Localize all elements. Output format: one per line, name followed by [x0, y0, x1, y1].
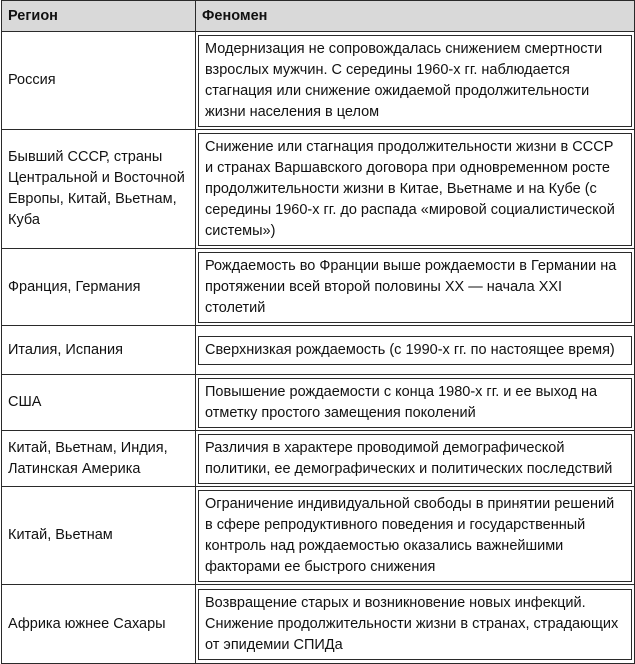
phenomenon-cell [196, 249, 635, 326]
phenomenon-cell [196, 130, 635, 249]
table-row [2, 32, 635, 130]
region-cell: США [2, 375, 196, 431]
region-cell: Франция, Германия [2, 249, 196, 326]
table-row [2, 585, 635, 664]
table-row [2, 431, 635, 487]
region-cell: Италия, Испания [2, 326, 196, 375]
table-row [2, 375, 635, 431]
region-cell: Бывший СССР, страны Центральной и Восточной Европы, Китай, Вьетнам, Куба [2, 130, 196, 249]
region-cell: Китай, Вьетнам, Индия, Латинская Америка [2, 431, 196, 487]
phenomenon-text: Модернизация не сопровождалась снижением смертности взрослых мужчин. С середины 1960-х гг. наблюдается стагнация или снижение ожидаемой продолжительности жизни населения в целом [198, 35, 632, 127]
table-header-row [2, 1, 635, 32]
header-phenomenon: Феномен [196, 1, 635, 32]
phenomenon-text: Ограничение индивидуальной свободы в принятии решений в сфере репродуктивного поведения и государственный контроль над рождаемостью оказались важнейшими факторами ее быстрого снижения [198, 490, 632, 582]
phenomenon-cell [196, 431, 635, 487]
region-cell: Россия [2, 32, 196, 130]
phenomenon-text: Сверхнизкая рождаемость (с 1990-х гг. по настоящее время) [198, 336, 632, 365]
phenomenon-text: Снижение или стагнация продолжительности жизни в СССР и странах Варшавского договора при одновременном росте продолжительности жизни в Китае, Вьетнаме и на Кубе (с середины 1960-х гг. до распада «мировой социалистической системы») [198, 133, 632, 246]
phenomenon-text: Повышение рождаемости с конца 1980-х гг. и ее выход на отметку простого замещения поколений [198, 378, 632, 428]
region-phenomenon-table [1, 0, 635, 664]
table-row [2, 487, 635, 585]
region-cell: Китай, Вьетнам [2, 487, 196, 585]
phenomenon-cell [196, 32, 635, 130]
phenomenon-text: Различия в характере проводимой демографической политики, ее демографических и политических последствий [198, 434, 632, 484]
phenomenon-text: Возвращение старых и возникновение новых инфекций. Снижение продолжительности жизни в странах, страдающих от эпидемии СПИДа [198, 589, 632, 660]
phenomenon-cell [196, 326, 635, 375]
phenomenon-cell [196, 375, 635, 431]
table-row [2, 326, 635, 375]
table-row [2, 130, 635, 249]
phenomenon-text: Рождаемость во Франции выше рождаемости в Германии на протяжении всей второй половины XX — начала XXI столетий [198, 252, 632, 323]
phenomenon-cell [196, 487, 635, 585]
header-region: Регион [2, 1, 196, 32]
region-cell: Африка южнее Сахары [2, 585, 196, 664]
table-row [2, 249, 635, 326]
phenomenon-cell [196, 585, 635, 664]
